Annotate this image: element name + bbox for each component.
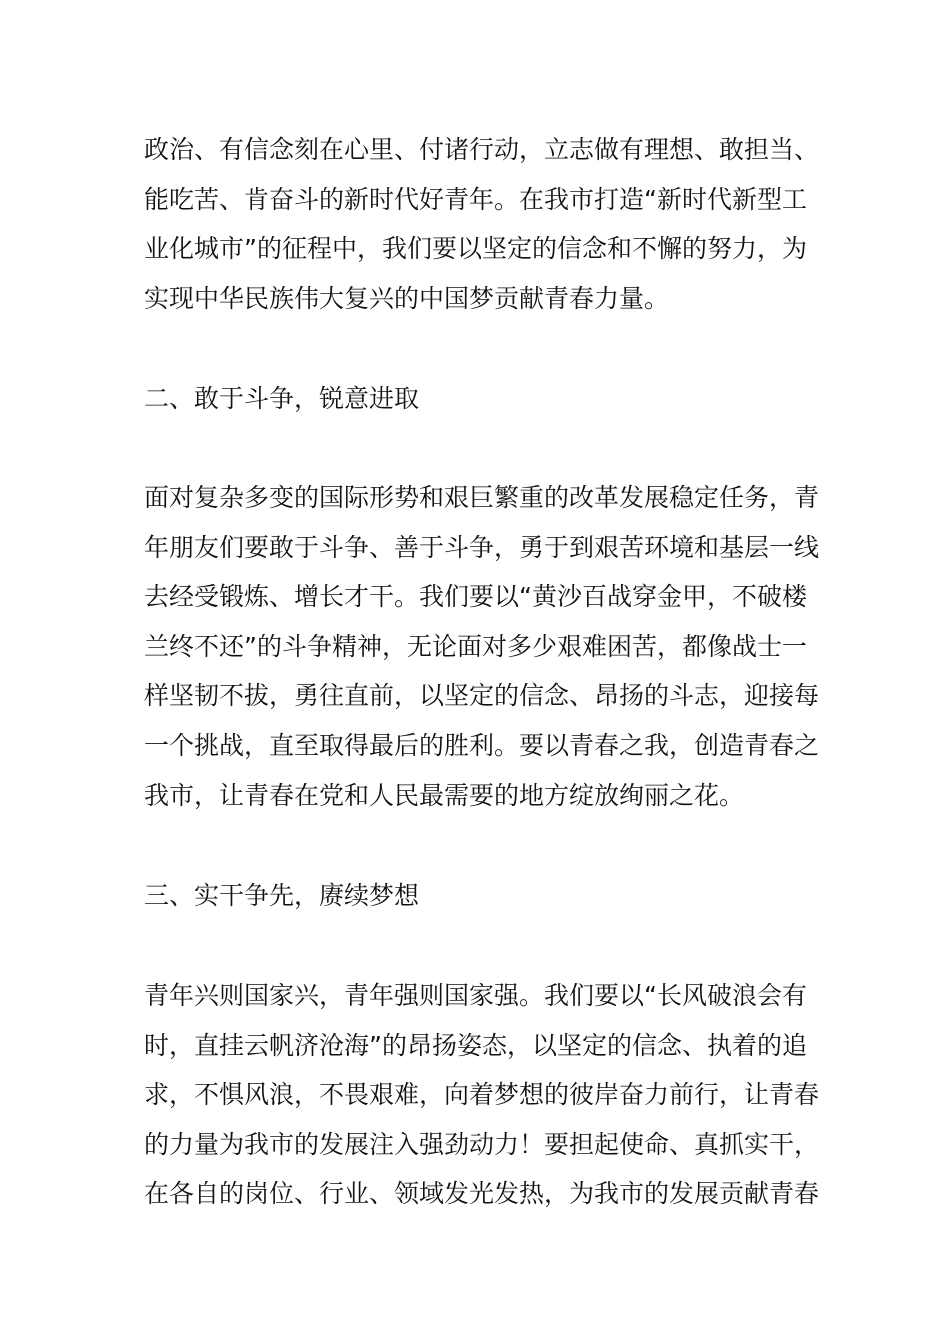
paragraph-line: 政治、有信念刻在心里、付诸行动，立志做有理想、敢担当、 xyxy=(144,135,820,164)
paragraph-line: 样坚韧不拔，勇往直前，以坚定的信念、昂扬的斗志，迎接每 xyxy=(144,681,820,711)
paragraph-line: 年朋友们要敢于斗争、善于斗争，勇于到艰苦环境和基层一线 xyxy=(144,532,820,562)
paragraph-line: 去经受锻炼、增长才干。我们要以“黄沙百战穿金甲，不破楼 xyxy=(144,582,807,612)
paragraph-line: 能吃苦、肯奋斗的新时代好青年。在我市打造“新时代新型工 xyxy=(144,184,807,214)
paragraph-line: 兰终不还”的斗争精神，无论面对多少艰难困苦，都像战士一 xyxy=(144,631,807,661)
paragraph-line: 在各自的岗位、行业、领域发光发热，为我市的发展贡献青春 xyxy=(144,1179,820,1209)
paragraph-1 xyxy=(144,125,820,323)
paragraph-3 xyxy=(144,971,820,1219)
paragraph-line: 一个挑战，直至取得最后的胜利。要以青春之我，创造青春之 xyxy=(144,730,820,760)
paragraph-line: 我市，让青春在党和人民最需要的地方绽放绚丽之花。 xyxy=(144,780,745,810)
paragraph-line: 求，不惧风浪，不畏艰难，向着梦想的彼岸奋力前行，让青春 xyxy=(144,1080,820,1110)
section-heading-3: 三、实干争先，赓续梦想 xyxy=(144,881,420,910)
section-heading-2: 二、敢于斗争，锐意进取 xyxy=(144,384,420,413)
paragraph-line: 青年兴则国家兴，青年强则国家强。我们要以“长风破浪会有 xyxy=(144,981,807,1010)
paragraph-line: 面对复杂多变的国际形势和艰巨繁重的改革发展稳定任务，青 xyxy=(144,483,820,512)
paragraph-2 xyxy=(144,473,820,820)
paragraph-line: 实现中华民族伟大复兴的中国梦贡献青春力量。 xyxy=(144,283,670,313)
paragraph-line: 业化城市”的征程中，我们要以坚定的信念和不懈的努力，为 xyxy=(144,234,807,264)
paragraph-line: 的力量为我市的发展注入强劲动力！要担起使命、真抓实干， xyxy=(144,1129,820,1159)
paragraph-line: 时，直挂云帆济沧海”的昂扬姿态，以坚定的信念、执着的追 xyxy=(144,1030,807,1060)
